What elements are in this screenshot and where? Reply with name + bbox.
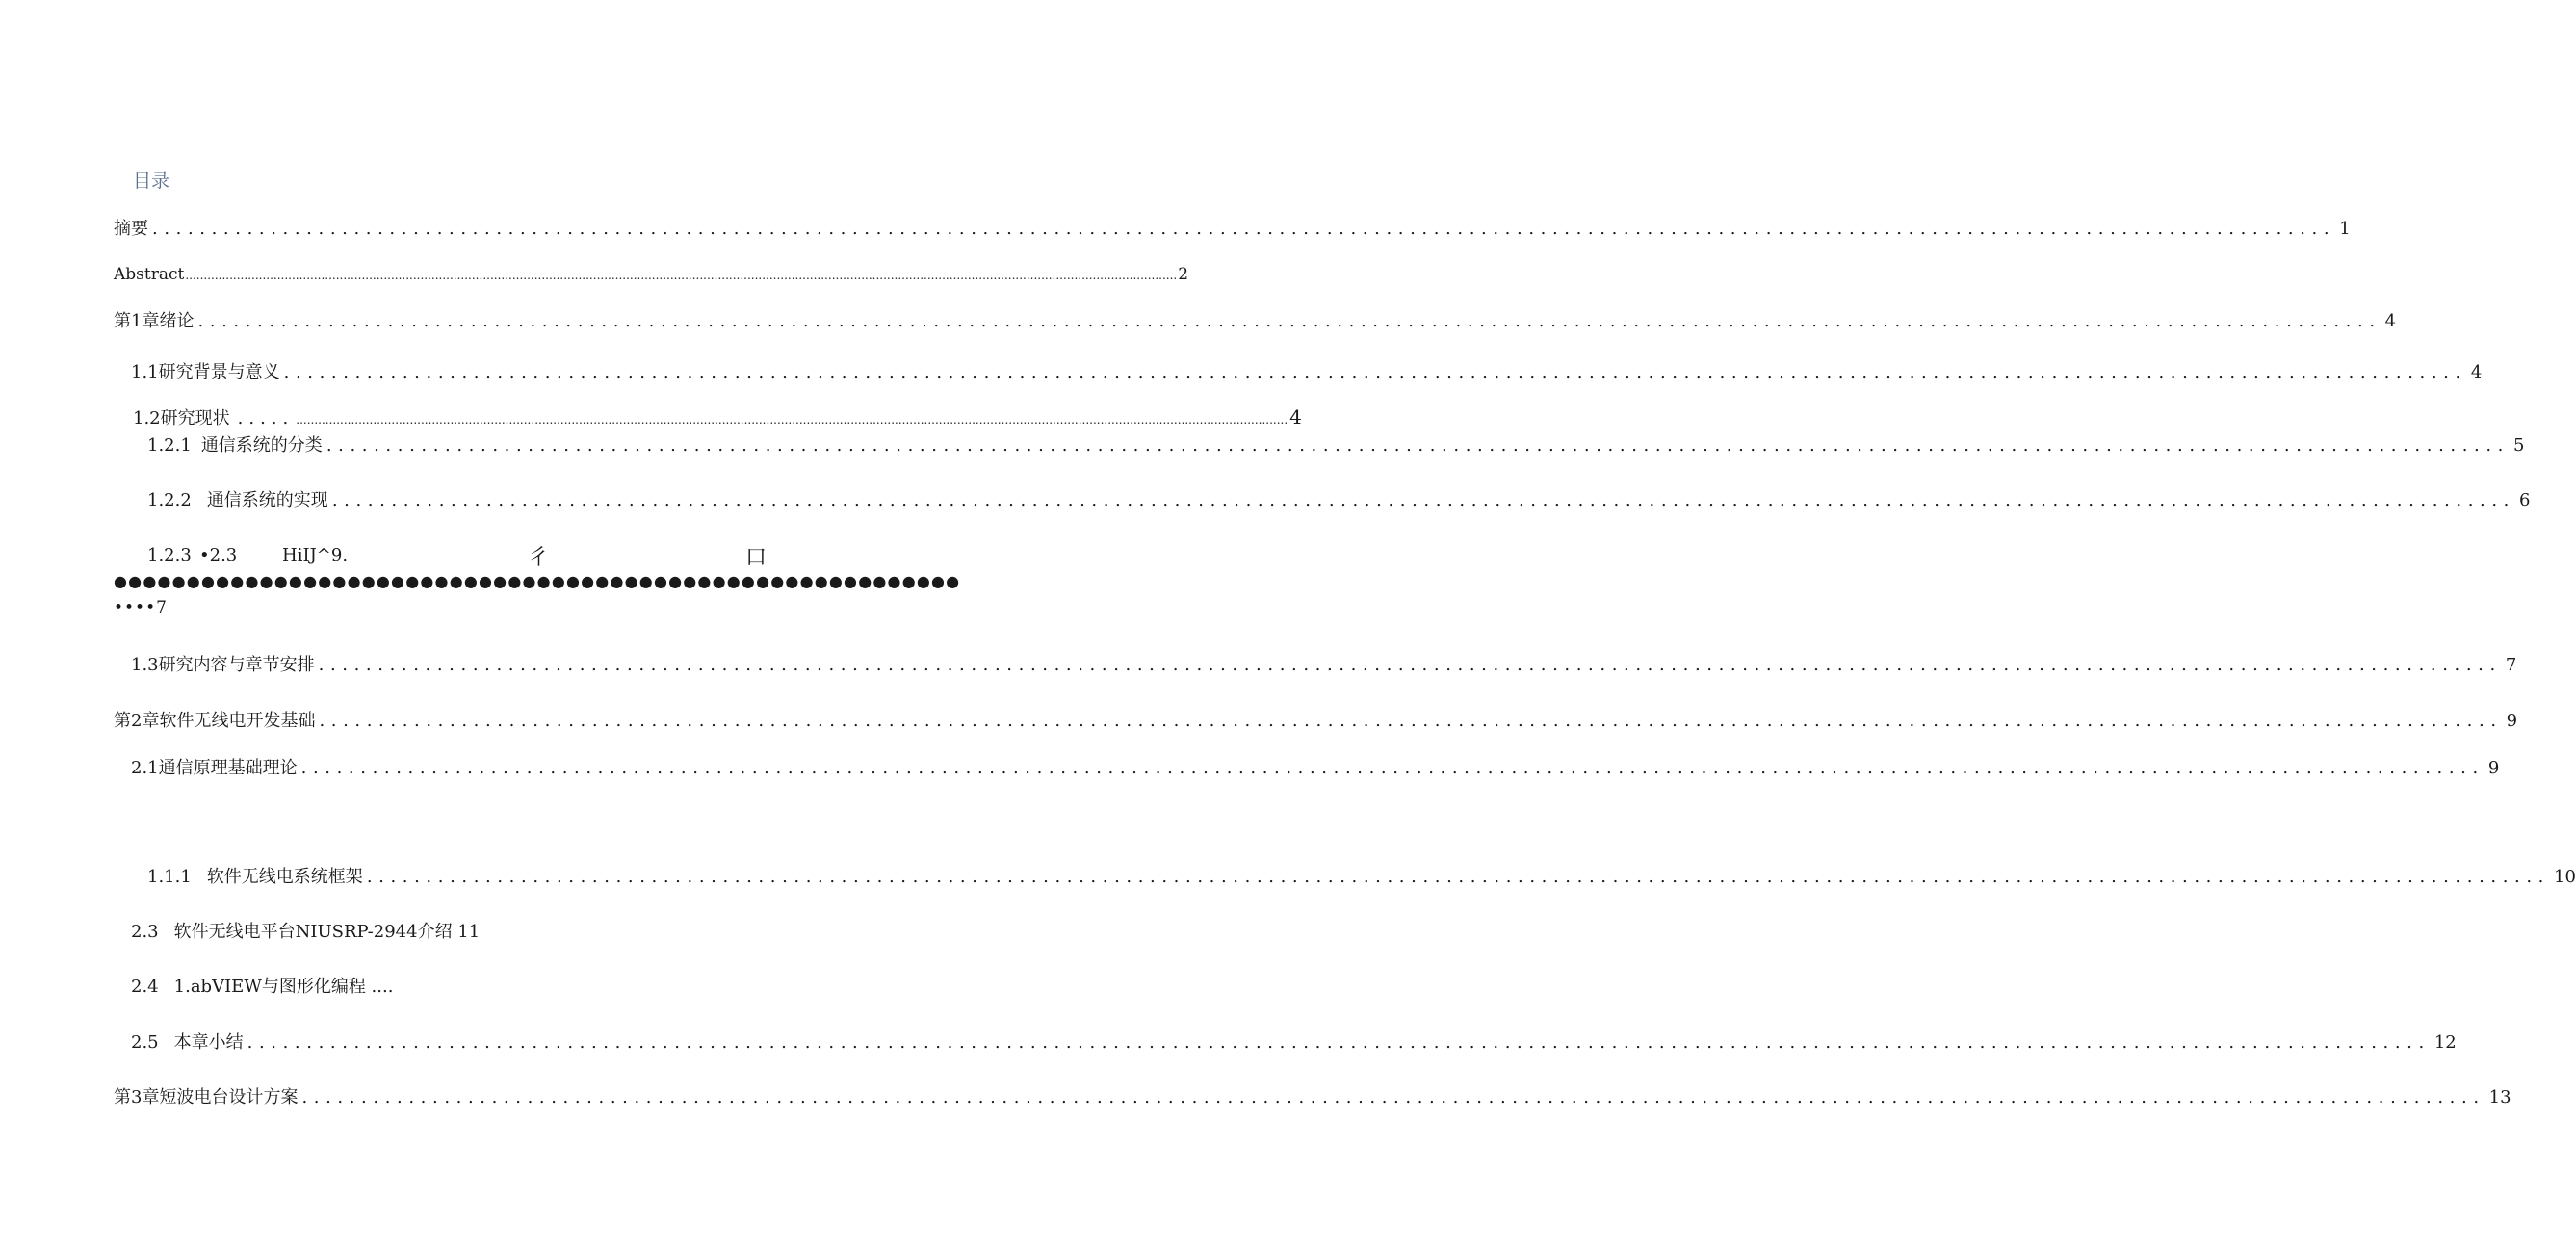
toc-page-number: 2 — [1178, 265, 1189, 284]
toc-entry-label: 1.2研究现状 — [133, 408, 230, 429]
toc-entry-1-2[interactable] — [133, 405, 1302, 429]
toc-entry-label: 本章小结 — [173, 1032, 244, 1053]
toc-entry-2-4[interactable] — [131, 976, 765, 999]
toc-page-number: 12 — [2433, 1032, 2457, 1053]
toc-leader-dots-short: ..... — [237, 408, 295, 429]
toc-leader-dots: ........................................................................................................................................................................................ — [152, 219, 2336, 239]
toc-entry-number: 1.1.1 — [147, 867, 192, 887]
toc-entry-label: 2.1通信原理基础理论 — [131, 758, 298, 778]
toc-leader-dots: .............................................................................................................................................................................................................................................................................. — [185, 269, 1178, 282]
toc-entry-chapter-1[interactable] — [114, 310, 2397, 333]
toc-leader-dots: ........................................................................................................................................................................................ — [331, 490, 2515, 510]
toc-page-number: 6 — [2519, 490, 2531, 510]
toc-leader-dots: ........................................................................................................................................................................................ — [319, 711, 2503, 731]
toc-entry-number: 1.2.3 — [147, 545, 192, 565]
toc-page-number: 5 — [2513, 435, 2525, 456]
toc-entry-number: 2.5 — [131, 1032, 159, 1053]
toc-entry-label: 软件无线电系统框架 — [206, 867, 363, 887]
toc-continued-page: ••••7 — [114, 598, 168, 617]
toc-entry-abstract-cn[interactable] — [114, 218, 2351, 241]
toc-entry-label: 第2章软件无线电开发基础 — [114, 711, 316, 731]
toc-leader-dots: ........................................................................................................................................................................................ — [325, 435, 2510, 456]
toc-entry-abstract-en[interactable] — [114, 263, 1189, 286]
toc-page-number: 4 — [2470, 362, 2483, 382]
toc-entry-chapter-3[interactable] — [114, 1086, 2511, 1109]
toc-page-number: 7 — [2505, 655, 2517, 675]
toc-entry-1-1[interactable] — [131, 361, 2483, 384]
toc-entry-number: 1.2.2 — [147, 490, 192, 510]
toc-entry-2-1[interactable] — [131, 757, 2500, 780]
toc-garbled-text: 口 — [745, 546, 768, 570]
toc-page-number: 4 — [1289, 405, 1302, 429]
toc-entry-1-1-1[interactable] — [147, 866, 2576, 889]
toc-page-number: 13 — [2488, 1087, 2511, 1108]
toc-page-number: 1 — [2339, 219, 2351, 239]
toc-entry-label: 通信系统的分类 — [200, 435, 323, 456]
toc-leader-dots: ........................................................................................................................................................................................ — [247, 1032, 2431, 1053]
toc-page-number: 10 — [2554, 867, 2576, 887]
toc-entry-label: 摘要 — [114, 219, 148, 239]
toc-page-number: 4 — [2384, 311, 2397, 331]
toc-entry-1-2-2[interactable] — [147, 489, 2531, 512]
toc-entry-label: 软件无线电平台NIUSRP-2944介绍 11 — [173, 922, 481, 942]
toc-entry-label: 1.3研究内容与章节安排 — [131, 655, 315, 675]
toc-garbled-text: HiIJ^9. — [282, 545, 349, 565]
toc-leader-dots: ........................................................................................................................................................................................ — [318, 655, 2502, 675]
toc-entry-1-2-1[interactable] — [147, 434, 2525, 457]
toc-entry-label: 第3章短波电台设计方案 — [114, 1087, 299, 1108]
toc-entry-number: 2.4 — [131, 977, 159, 997]
toc-leader-dots: ........................................................................................................................................................................................ — [366, 867, 2550, 887]
toc-entry-2-3[interactable] — [131, 921, 765, 944]
toc-entry-label: 第1章绪论 — [114, 311, 195, 331]
toc-entry-label: 1.1研究背景与意义 — [131, 362, 280, 382]
toc-leader-dots: .............................................................................................................................................................................................................................................................................. — [296, 413, 1288, 427]
toc-page-number: 9 — [2506, 711, 2518, 731]
toc-leader-dots: ........................................................................................................................................................................................ — [283, 362, 2467, 382]
toc-page-number: 9 — [2487, 758, 2500, 778]
toc-entry-2-5[interactable] — [131, 1031, 2457, 1055]
toc-leader-dots: ........................................................................................................................................................................................ — [197, 311, 2381, 331]
toc-leader-dots: ........................................................................................................................................................................................ — [300, 758, 2485, 778]
toc-entry-number: 2.3 — [131, 922, 159, 942]
toc-entry-number: 1.2.1 — [147, 435, 192, 456]
toc-title: 目录 — [133, 170, 170, 192]
toc-entry-label: 通信系统的实现 — [206, 490, 328, 510]
toc-leader-dots-bold: ●●●●●●●●●●●●●●●●●●●●●●●●●●●●●●●●●●●●●●●●●●●●●●●●●●●●●●●●●● — [114, 572, 961, 590]
toc-entry-1-3[interactable] — [131, 654, 2517, 677]
toc-garbled-text: 彳 — [528, 546, 550, 570]
toc-entry-label: Abstract — [114, 265, 185, 284]
toc-entry-chapter-2[interactable] — [114, 710, 2518, 733]
toc-leader-dots: ........................................................................................................................................................................................ — [301, 1087, 2485, 1108]
toc-garbled-text: •2.3 — [199, 545, 238, 565]
toc-entry-label: 1.abVIEW与图形化编程 .... — [173, 977, 394, 997]
